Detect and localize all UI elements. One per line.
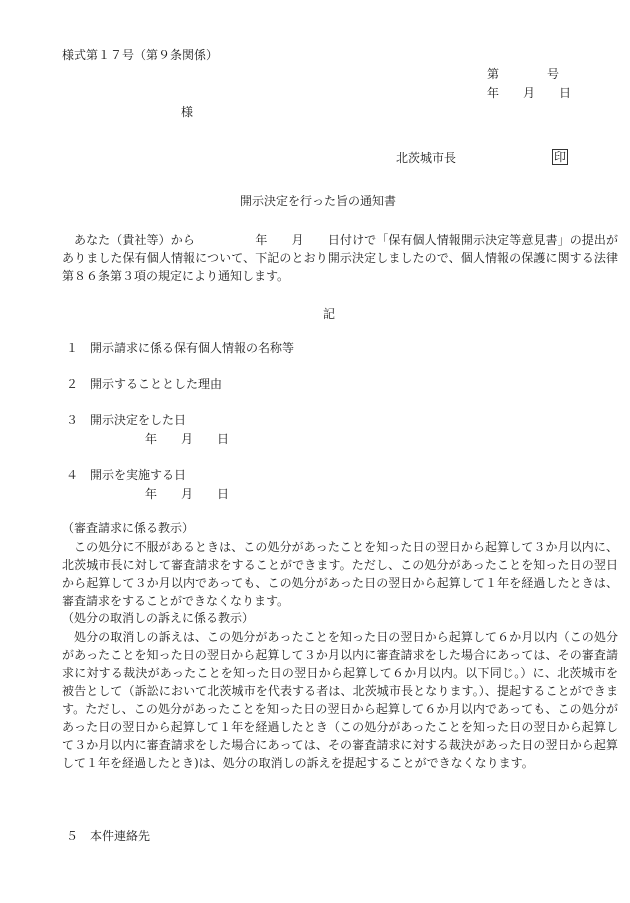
item-4-number: ４	[66, 468, 79, 482]
intro-paragraph: あなた（貴社等）から 年 月 日付けで「保有個人情報開示決定等意見書」の提出がありました保有個人情報について、下記のとおり開示決定しましたので、個人情報の保護に関する法律第８６条第３項の規定により通知します。	[62, 233, 618, 283]
addressee-suffix: 様	[181, 105, 194, 119]
item-2-number: ２	[66, 377, 79, 391]
suit-heading: （処分の取消しの訴えに係る教示）	[62, 611, 255, 625]
issue-date: 年 月 日	[487, 86, 572, 100]
item-1-number: １	[66, 341, 79, 355]
seal-text: 印	[554, 150, 567, 164]
issuer-name: 北茨城市長	[396, 151, 457, 165]
review-heading: （審査請求に係る教示）	[62, 521, 195, 535]
item-5-label: 本件連絡先	[90, 829, 151, 843]
item-3-date: 年 月 日	[145, 432, 230, 446]
document-title: 開示決定を行った旨の通知書	[240, 194, 397, 208]
item-4-label: 開示を実施する日	[90, 468, 187, 482]
suit-paragraph: 処分の取消しの訴えは、この処分があったことを知った日の翌日から起算して６か月以内（この処分があったことを知った日の翌日から起算して３か月以内に審査請求をした場合にあっては、その審査請求に対する裁決があったことを知った日の翌日から起算して６か月以内。以下同じ。）に、北茨城市を被告として（訴訟において北茨城市を代表する者は、北茨城市長となります。）、提起することができます。ただし、この処分があったことを知った日の翌日から起算して６か月以内であっても、この処分があった日の翌日から起算して１年を経過したとき（この処分があったことを知った日の翌日から起算して３か月以内に審査請求をした場合にあっては、その審査請求に対する裁決があった日の翌日から起算して１年を経過したとき)は、処分の取消しの訴えを提起することができなくなります。	[62, 630, 618, 770]
item-1-label: 開示請求に係る保有個人情報の名称等	[90, 341, 295, 355]
item-5-number: ５	[66, 829, 79, 843]
item-4-date: 年 月 日	[145, 487, 230, 501]
ki-heading: 記	[323, 307, 336, 321]
item-2-label: 開示することとした理由	[90, 377, 223, 391]
form-number: 様式第１７号（第９条関係）	[62, 48, 219, 62]
document-number: 第 号	[487, 67, 560, 81]
seal-mark	[552, 149, 568, 165]
item-3-number: ３	[66, 413, 79, 427]
item-3-label: 開示決定をした日	[90, 413, 187, 427]
review-paragraph: この処分に不服があるときは、この処分があったことを知った日の翌日から起算して３か月以内に、北茨城市長に対して審査請求をすることができます。ただし、この処分があったことを知った日の翌日から起算して３か月以内であっても、この処分があった日の翌日から起算して１年を経過したときは、審査請求をすることができなくなります。	[62, 540, 618, 608]
